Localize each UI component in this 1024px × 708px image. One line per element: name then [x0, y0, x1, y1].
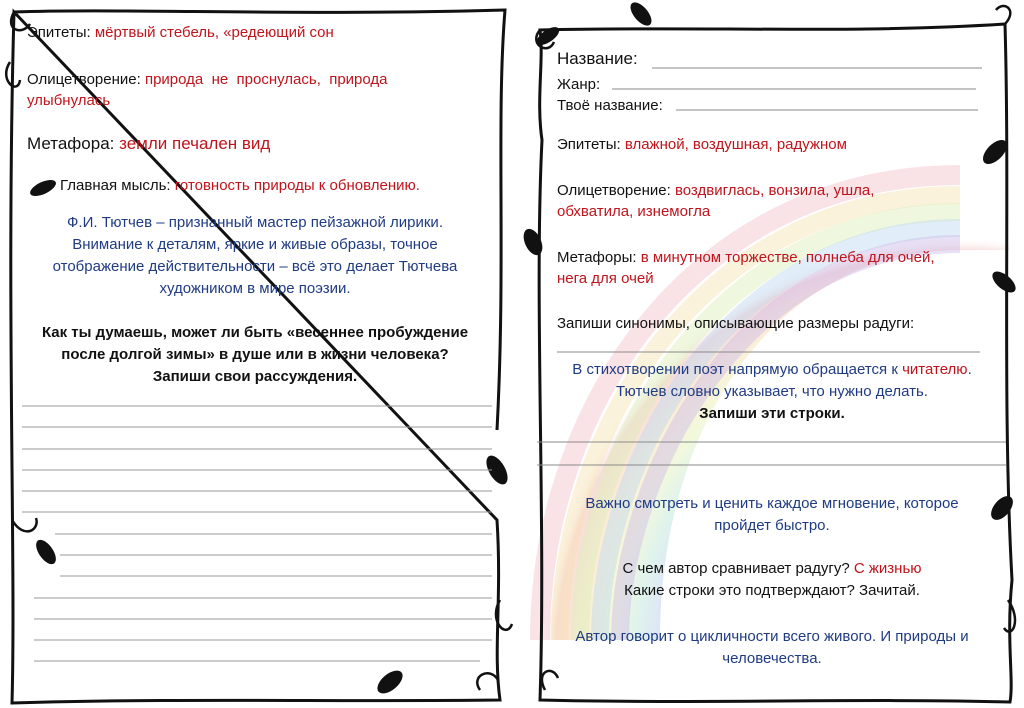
right-metaphors [557, 247, 935, 268]
compare-line1 [537, 558, 1007, 580]
paragraph-line: Внимание к деталям, яркие и живые образы, точное [72, 236, 438, 253]
paragraph-line: отображение действительности – всё это делает Тютчева [52, 258, 458, 275]
your-title-label: Твоё название: [557, 97, 663, 114]
main-idea-value: готовность природы к обновлению. [174, 177, 420, 194]
metaphors-value-line1: в минутном торжестве, полнеба для очей, [640, 249, 935, 266]
personification-value-line2: обхватила, изнемогла [557, 203, 711, 220]
reflection-question [20, 322, 490, 388]
metaphors-label: Метафоры: [557, 249, 637, 266]
personification-value-line2: улыбнулась [27, 92, 111, 109]
moment-block [537, 493, 1007, 537]
question-line: после долгой зимы» в душе или в жизни человека? [61, 346, 449, 363]
address-task: Запиши эти строки. [699, 405, 845, 422]
personification-label: Олицетворение: [27, 71, 141, 88]
personification-value-line1: природа не проснулась, природа [144, 71, 388, 88]
cyclic-line: Автор говорит о цикличности всего живого. И природы и [575, 628, 969, 645]
right-personification [557, 180, 874, 201]
question-line: Запиши свои рассуждения. [152, 368, 358, 385]
title-label: Название: [557, 49, 638, 68]
compare-line2: Какие строки это подтверждают? Зачитай. [624, 582, 920, 599]
leaf-icon [373, 666, 406, 698]
address-reader-word: читателю [902, 361, 968, 378]
personification-value-line1: воздвиглась, вонзила, ушла, [674, 182, 875, 199]
compare-block [537, 558, 1007, 602]
moment-line: Важно смотреть и ценить каждое мгновение, которое [585, 495, 959, 512]
metaphors-value-line2: нега для очей [557, 270, 654, 287]
metaphor-label: Метафора: [27, 134, 115, 153]
address-line1 [537, 359, 1007, 381]
epithets-value: влажной, воздушная, радужном [624, 136, 847, 153]
paragraph-line: художником в мире поэзии. [159, 280, 351, 297]
cyclic-block [537, 626, 1007, 670]
question-line: Как ты думаешь, может ли быть «весеннее пробуждение [41, 324, 469, 341]
compare-answer: С жизнью [853, 560, 922, 577]
left-metaphor [27, 133, 270, 155]
leaf-icon [28, 177, 58, 200]
address-prefix: В стихотворении поэт напрямую обращается к [572, 361, 898, 378]
leaf-icon [627, 0, 656, 29]
synonyms-task: Запиши синонимы, описывающие размеры радуги: [557, 315, 915, 332]
leaf-icon [520, 226, 546, 258]
moment-line: пройдет быстро. [714, 517, 830, 534]
metaphor-value: земли печален вид [119, 134, 271, 153]
compare-question: С чем автор сравнивает радугу? [622, 560, 850, 577]
paragraph-line: Ф.И. Тютчев – признанный мастер пейзажной лирики. [67, 214, 443, 231]
main-idea-label: Главная мысль: [60, 177, 171, 194]
epithets-label: Эпитеты: [557, 136, 621, 153]
address-period: . [967, 361, 972, 378]
epithets-label: Эпитеты: [27, 24, 91, 41]
leaf-icon [989, 268, 1019, 297]
cyclic-line: человечества. [722, 650, 822, 667]
address-line2: Тютчев словно указывает, что нужно делать. [616, 383, 928, 400]
right-epithets [557, 134, 847, 155]
leaf-icon [32, 537, 60, 568]
left-main-idea [60, 175, 420, 196]
epithets-value: мёртвый стебель, «редеющий сон [94, 24, 334, 41]
tyutchev-paragraph [20, 212, 490, 300]
left-epithets [27, 22, 334, 43]
genre-label: Жанр: [557, 76, 601, 93]
left-personification [27, 69, 469, 90]
address-block [537, 359, 1007, 425]
personification-label: Олицетворение: [557, 182, 671, 199]
